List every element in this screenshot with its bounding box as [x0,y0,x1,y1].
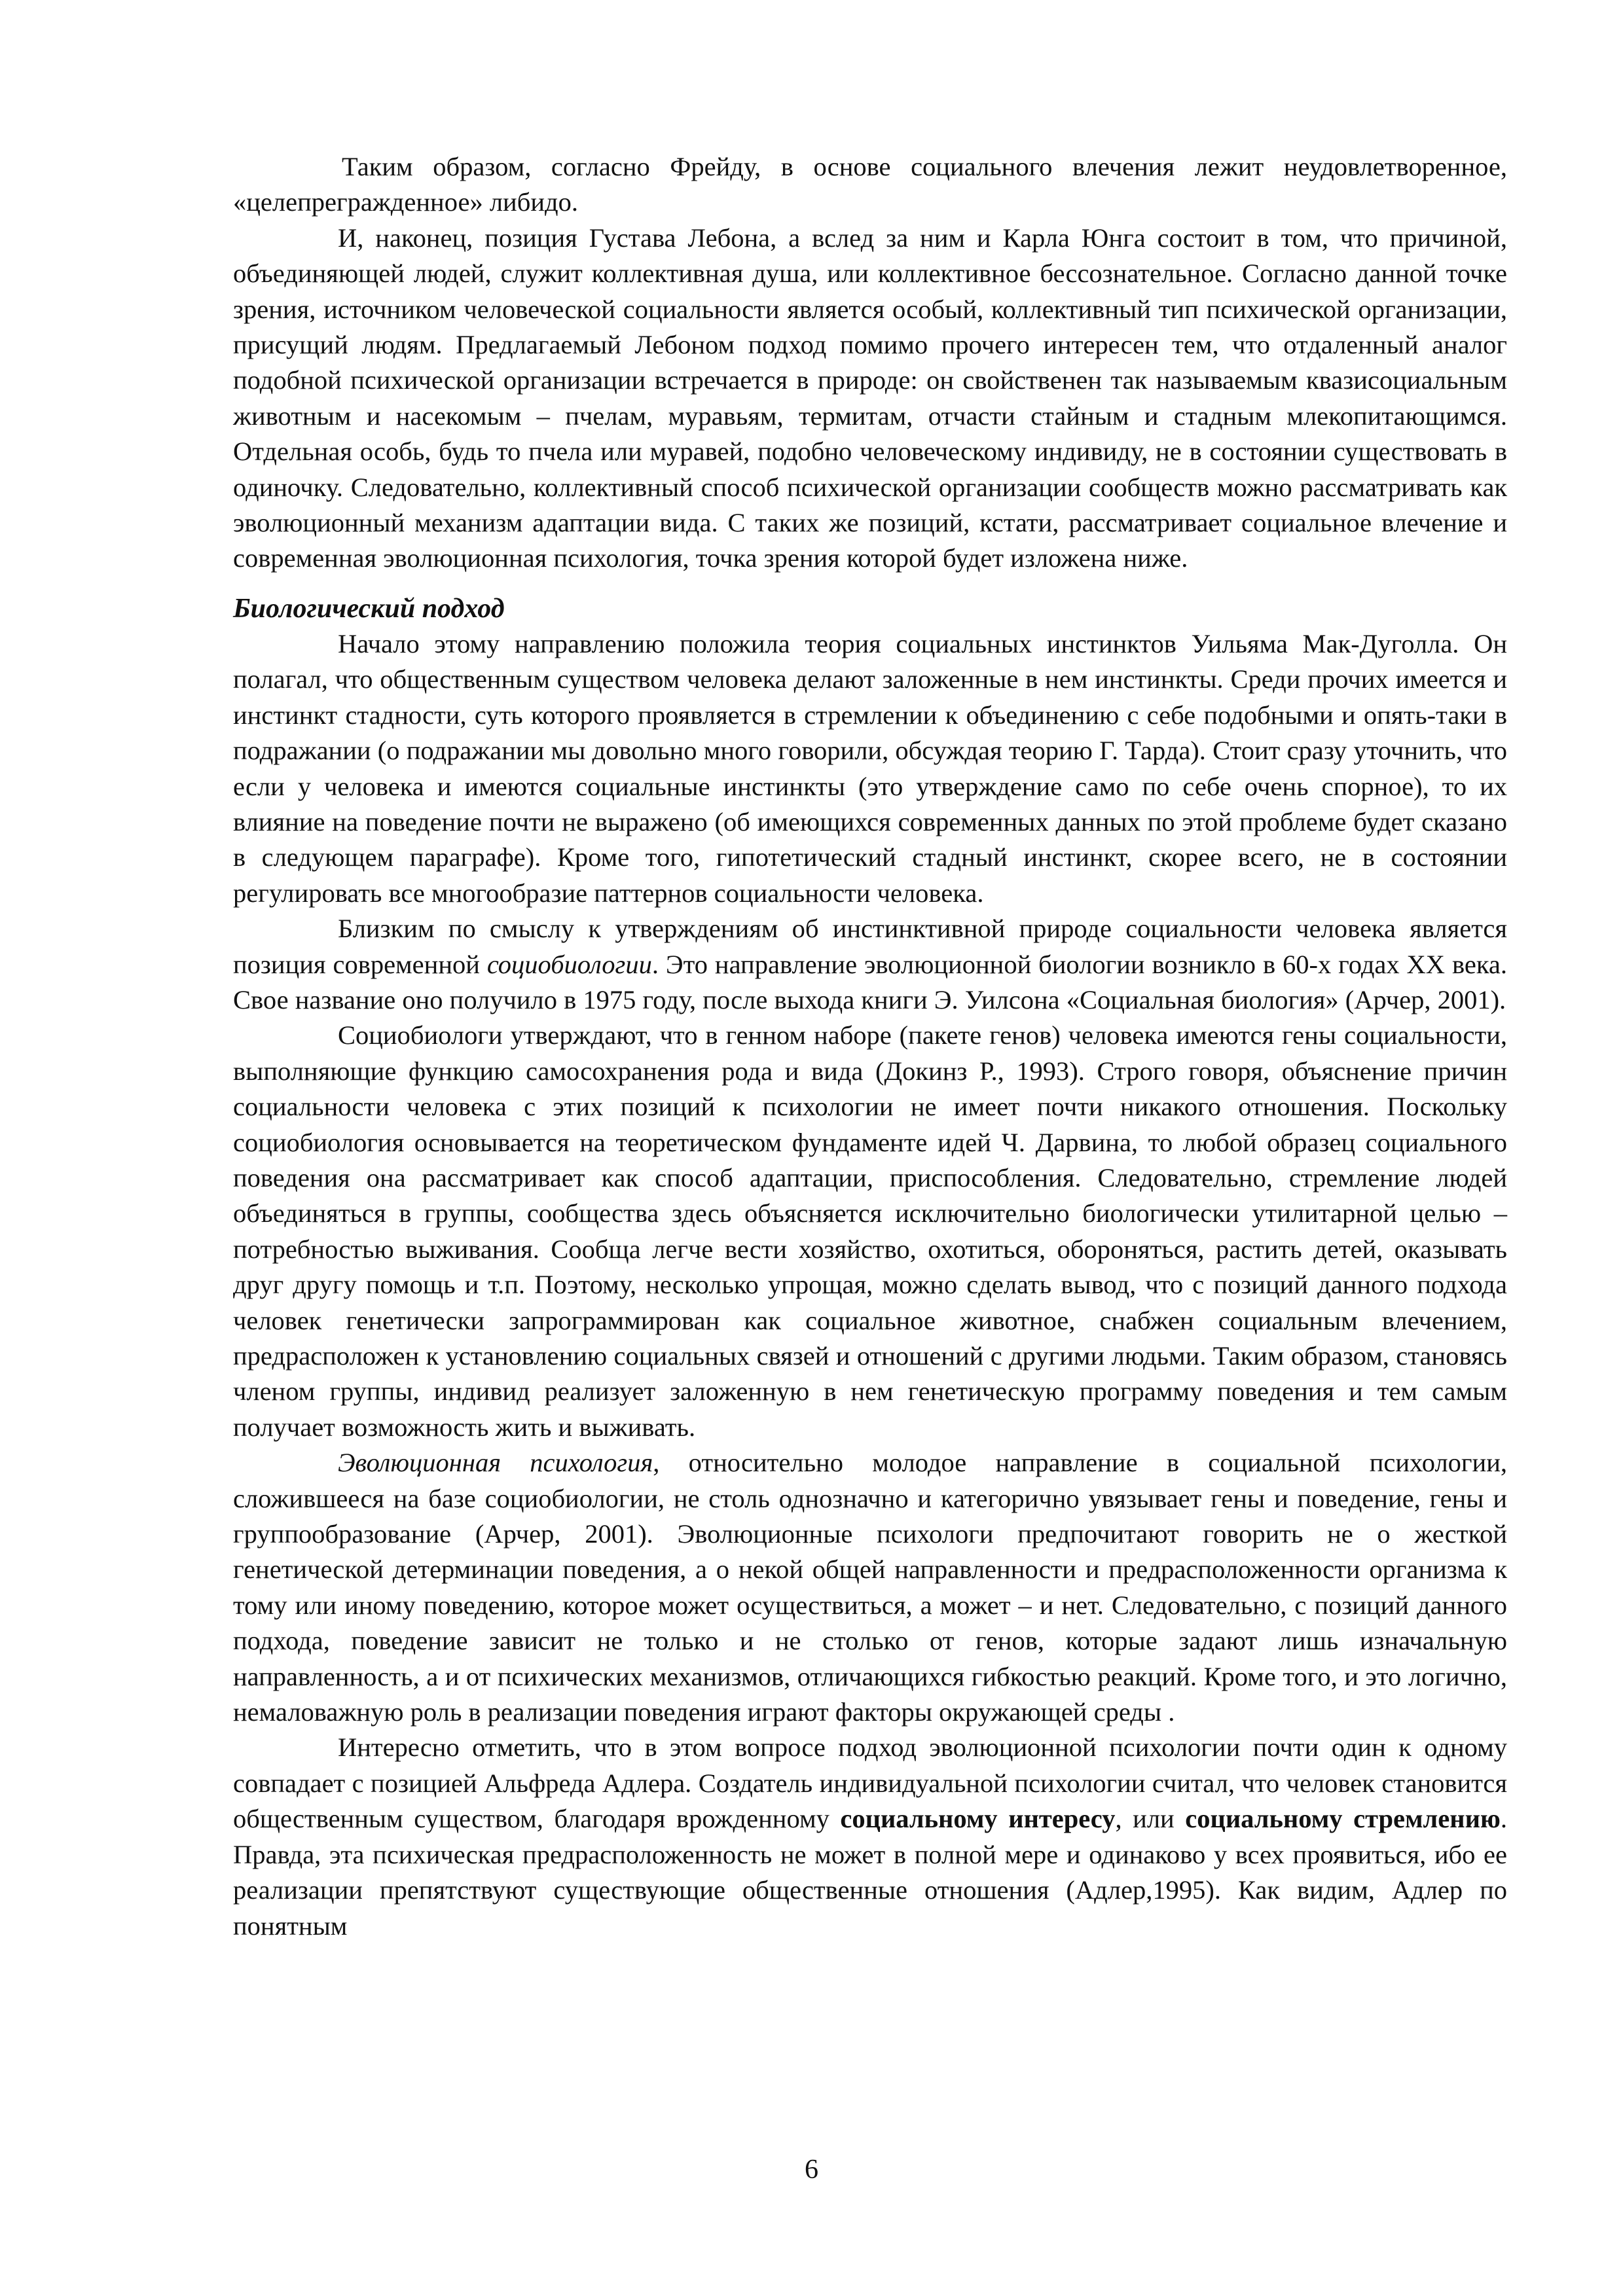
paragraph-sociobiologists: Социобиологи утверждают, что в генном наборе (пакете генов) человека имеются гены социальности, выполняющие функцию самосохранения рода и вида (Докинз Р., 1993). Строго говоря, объяснение причин социальности человека с этих позиций к психологии не имеет почти никакого отношения. Поскольку социобиология основывается на теоретическом фундаменте идей Ч. Дарвина, то любой образец социального поведения она рассматривает как способ адаптации, приспособления. Следовательно, стремление людей объединяться в группы, сообщества здесь объясняется исключительно биологически утилитарной целью – потребностью выживания. Сообща легче вести хозяйство, охотиться, обороняться, растить детей, оказывать друг другу помощь и т.п. Поэтому, несколько упрощая, можно сделать вывод, что с позиций данного подхода человек генетически запрограммирован как социальное животное, снабжен социальным влечением, предрасположен к установлению социальных связей и отношений с другими людьми. Таким образом, становясь членом группы, индивид реализует заложенную в нем генетическую программу поведения и тем самым получает возможность жить и выживать. [233,1020,1507,1442]
page-number: 6 [805,2155,818,2185]
text-run: , относительно молодое направление в социальной психологии, сложившееся на базе социобиологии, не столь однозначно и категорично увязывает гены и поведение, гены и группообразование (Арчер, 2001). Эволюционные психологи предпочитают говорить не о жесткой генетической детерминации поведения, а о некой общей направленности и предрасположенности организма к тому или иному поведению, которое может осуществиться, а может – и нет. Следовательно, с позиций данного подхода, поведение зависит не только и не столько от генов, которые задают лишь изначальную направленность, а и от психических механизмов, отличающихся гибкостью реакций. Кроме того, и это логично, немаловажную роль в реализации поведения играют факторы окружающей среды . [233,1448,1508,1727]
text-run: Близким по смыслу к утверждениям об инстинктивной природе социальности человека является позиция современной [233,914,1507,979]
bold-term-social-interest: социальному интересу [840,1804,1116,1834]
text-run: . Правда, эта психическая предрасположенность не может в полной мере и одинаково у всех проявиться, ибо ее реализации препятствуют существующие общественные отношения (Адлер,1995). Как видим, Адлер по понятным [233,1804,1507,1941]
document-body [233,149,1507,1944]
section-heading-biological-approach: Биологический подход [233,593,505,624]
bold-term-social-striving: социальному стремлению [1185,1804,1501,1834]
paragraph-sociobiology-intro [233,911,1507,1018]
paragraph-evolutionary-psychology [233,1445,1507,1730]
text-run: Интересно отметить, что в этом вопросе подход эволюционной психологии почти один к одному совпадает с позицией Альфреда Адлера. Создатель индивидуальной психологии считал, что человек становится общественным существом, благодаря врожденному [233,1732,1507,1834]
paragraph-freud-conclusion: Таким образом, согласно Фрейду, в основе социального влечения лежит неудовлетворенное, «целепрегражденное» либидо. [233,152,1507,217]
italic-term-sociobiology: социобиологии [486,949,652,979]
italic-term-evolutionary-psychology: Эволюционная психология [338,1448,653,1478]
text-run: . Это направление эволюционной биологии возникло в 60-х годах XX века. Свое название оно получило в 1975 году, после выхода книги Э. Уилсона «Социальная биология» (Арчер, 2001). [233,949,1507,1014]
paragraph-adler [233,1730,1507,1943]
paragraph-lebon-jung: И, наконец, позиция Густава Лебона, а вслед за ним и Карла Юнга состоит в том, что причиной, объединяющей людей, служит коллективная душа, или коллективное бессознательное. Согласно данной точке зрения, источником человеческой социальности является особый, коллективный тип психической организации, присущий людям. Предлагаемый Лебоном подход помимо прочего интересен тем, что отдаленный аналог подобной психической организации встречается в природе: он свойственен так называемым квазисоциальным животным и насекомым – пчелам, муравьям, термитам, отчасти стайным и стадным млекопитающимся. Отдельная особь, будь то пчела или муравей, подобно человеческому индивиду, не в состоянии существовать в одиночку. Следовательно, коллективный способ психической организации сообществ можно рассматривать как эволюционный механизм адаптации вида. С таких же позиций, кстати, рассматривает социальное влечение и современная эволюционная психология, точка зрения которой будет изложена ниже. [233,223,1507,573]
paragraph-mcdougall: Начало этому направлению положила теория социальных инстинктов Уильяма Мак-Дуголла. Он полагал, что общественным существом человека делают заложенные в нем инстинкты. Среди прочих имеется и инстинкт стадности, суть которого проявляется в стремлении к объединению с себе подобными и опять-таки в подражании (о подражании мы довольно много говорили, обсуждая теорию Г. Тарда). Стоит сразу уточнить, что если у человека и имеются социальные инстинкты (это утверждение само по себе очень спорное), то их влияние на поведение почти не выражено (об имеющихся современных данных по этой проблеме будет сказано в следующем параграфе). Кроме того, гипотетический стадный инстинкт, скорее всего, не в состоянии регулировать все многообразие паттернов социальности человека. [233,628,1507,908]
text-run: , или [1115,1804,1186,1834]
